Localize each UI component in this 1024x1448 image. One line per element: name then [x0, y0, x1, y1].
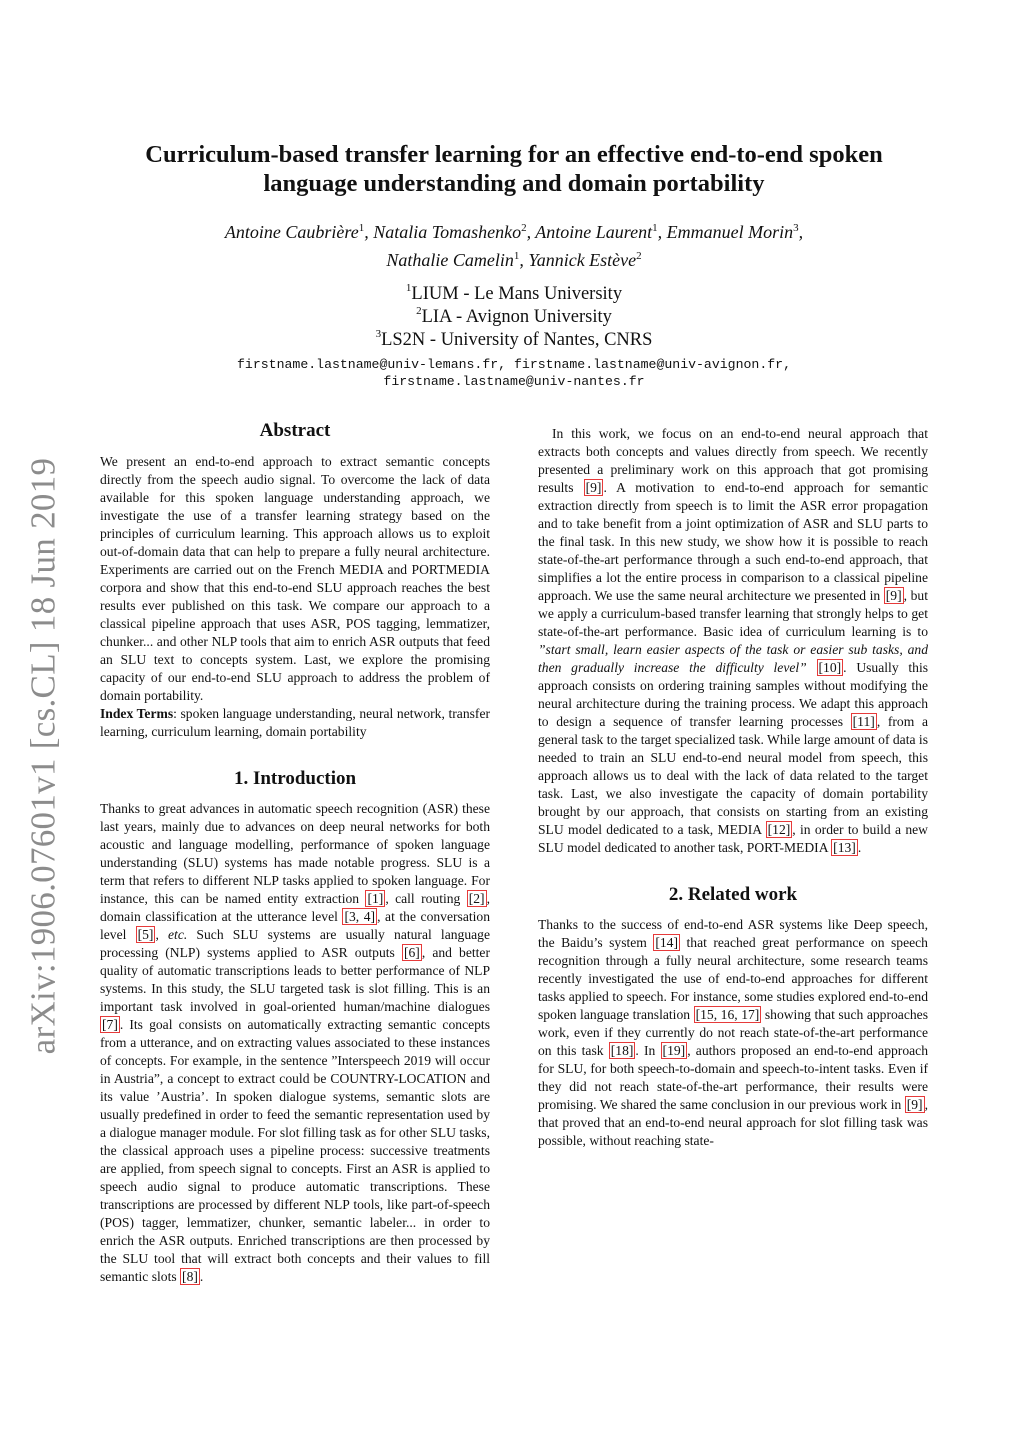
- text-run: . A motivation to end-to-end approach for semantic extraction directly from speech is to limit the ASR error propagation and to take benefit from a joint optimization of ASR and SLU parts to the final task. In this new study, we show how it is possible to reach state-of-the-art performance through a such end-to-end approach, that simplifies a lot the entire process in comparison to a classical pipeline approach. We use the same neural architecture we presented in: [538, 480, 929, 603]
- text-run: , at the conversation level: [100, 909, 491, 942]
- introduction-heading: 1. Introduction: [233, 768, 357, 789]
- citation-link[interactable]: [18]: [610, 1043, 634, 1058]
- citation-link[interactable]: [9]: [906, 1097, 923, 1112]
- text-run: , authors proposed an end-to-end approach for SLU, for both speech-to-domain and speech-to-intent tasks. Even if they did not reach state-of-the-art performance, their results were promising. We shared the same conclusion in our previous work in: [538, 1043, 928, 1112]
- author-affiliation-mark: 3: [793, 222, 799, 234]
- author-name: Antoine Caubrière: [224, 222, 359, 242]
- author-name: Natalia Tomashenko: [373, 222, 522, 242]
- citation-link[interactable]: [12]: [767, 822, 791, 837]
- text-run: Thanks to the success of end-to-end ASR systems like Deep speech, the Baidu’s system: [538, 917, 928, 950]
- affiliation: [100, 283, 928, 306]
- citation-link[interactable]: [9]: [885, 588, 902, 603]
- affiliation: [100, 306, 928, 329]
- arxiv-id: arXiv:1906.07601v1 [cs.CL] 18 Jun 2019: [23, 457, 62, 1055]
- citation-link[interactable]: [1]: [367, 891, 384, 906]
- author-name: Yannick Estève: [528, 250, 637, 270]
- affiliation: [100, 329, 928, 352]
- text-run: ,: [155, 927, 169, 942]
- affiliation-number: 3: [375, 328, 382, 340]
- affiliation-text: LIUM - Le Mans University: [411, 284, 623, 304]
- citation-link[interactable]: [10]: [818, 660, 842, 675]
- abstract-body: We present an end-to-end approach to extract semantic concepts directly from the speech audio signal. To overcome the lack of data available for this spoken language understanding approach, we investigate the use of a transfer learning strategy based on the principles of curriculum learning. This approach allows us to exploit out-of-domain data that can help to prepare a fully neural architecture. Experiments are carried out on the French MEDIA and PORTMEDIA corpora and show that this end-to-end SLU approach reaches the best results ever published on this task. We compare our approach to a classical pipeline approach that uses ASR, POS tagging, lemmatizer, chunker... and other NLP tools that aim to enrich ASR outputs that feed an SLU text to concepts system. Last, we explore the promising capacity of our end-to-end SLU approach to address the problem of domain portability.: [100, 454, 490, 703]
- author-affiliation-mark: 2: [521, 222, 527, 234]
- citation-link[interactable]: [11]: [852, 714, 875, 729]
- index-terms-text: : spoken language understanding, neural network, transfer learning, curriculum learning, domain portability: [100, 706, 491, 739]
- affiliation-text: LIA - Avignon University: [421, 307, 612, 327]
- author-name: Emmanuel Morin: [666, 222, 794, 242]
- index-terms-label: Index Terms: [100, 706, 174, 721]
- curriculum-quote: ”start small, learn easier aspects of the task or easier sub tasks, and then gradually increase the difficulty level”: [538, 642, 928, 675]
- text-run: , in order to build a new SLU model dedicated to another task, PORT-MEDIA: [538, 822, 928, 855]
- author-list: [100, 216, 928, 272]
- etc-text: etc.: [168, 927, 188, 942]
- affiliation-list: [100, 283, 928, 352]
- text-run: that reached great performance on speech recognition through a fully neural architecture, some research teams recently investigated the use of end-to-end approaches for different tasks applied to speech. For instance, some studies explored end-to-end spoken language translation: [538, 935, 928, 1022]
- related-work-heading: 2. Related work: [668, 884, 798, 905]
- text-run: , from a general task to the target specialized task. While large amount of data is needed to train an SLU end-to-end neural model from speech, this approach allows us to deal with the lack of data related to the target task. Last, we also investigate the capacity of domain portability brought by our approach, that consists on starting from an existing SLU model dedicated to a task, MEDIA: [538, 714, 928, 837]
- citation-link[interactable]: [8]: [182, 1269, 198, 1284]
- intro-paragraph-1: [100, 800, 490, 1286]
- citation-link[interactable]: [2]: [468, 891, 485, 906]
- text-run: , domain classification at the utterance level: [100, 891, 490, 924]
- citation-link[interactable]: [15, 16, 17]: [695, 1007, 760, 1022]
- email-line-2: firstname.lastname@univ-nantes.fr: [383, 374, 645, 389]
- author-name: Antoine Laurent: [535, 222, 653, 242]
- email-list: [100, 356, 928, 390]
- text-run: .: [199, 1269, 204, 1284]
- author-line-1: Antoine Caubrière$^1$, Natalia Tomashenko$^2$, Antoine Laurent$^1$, Emmanuel Morin$^3$,: [224, 222, 804, 242]
- text-run: , call routing: [385, 891, 467, 906]
- author-affiliation-mark: 1: [652, 222, 658, 234]
- affiliation-number: 1: [405, 282, 412, 294]
- right-column: [538, 425, 928, 1150]
- arxiv-watermark: [14, 458, 72, 1054]
- text-run: .: [857, 840, 862, 855]
- citation-link[interactable]: [14]: [655, 935, 679, 950]
- text-run: . Usually this approach consists on ordering training samples without modifying the neural architecture during the training process. We adapt this approach to design a sequence of transfer learning processes: [538, 660, 929, 729]
- author-affiliation-mark: 2: [636, 250, 642, 262]
- intro-paragraph-2: [538, 425, 928, 857]
- text-run: , but we apply a curriculum-based transfer learning that strongly helps to get state-of-the-art performance. Basic idea of curriculum learning is to: [538, 588, 928, 639]
- text-run: , and better quality of automatic transcriptions leads to better performance of NLP systems. In this study, the SLU targeted task is slot filling. This is an important task involved in goal-oriented human/machine dialogues: [100, 945, 490, 1014]
- citation-link[interactable]: [3, 4]: [344, 909, 376, 924]
- text-run: . Its goal consists on automatically extracting semantic concepts from a utterance, and on extracting values associated to these instances of concepts. For example, in the sentence ”Interspeech 2019 will occur in Austria”, a concept to extract could be COUNTRY-LOCATION and its value ’Austria’. In spoken dialogue systems, semantic slots are usually predefined in order to feed the semantic representation used by a dialogue manager module. For slot filling task as for other SLU tasks, the classical approach uses a pipeline process: successive treatments are applied, from speech signal to concepts. First an ASR is applied to speech audio signal to produce automatic transcriptions. These transcriptions are processed by different NLP tools, like part-of-speech (POS) tagger, lemmatizer, chunker, semantic labeler... in order to enrich the ASR outputs. Enriched transcriptions are then processed by the SLU tool that will extract both concepts and their values to fill semantic slots: [100, 1017, 490, 1284]
- citation-link[interactable]: [7]: [102, 1017, 118, 1032]
- citation-link[interactable]: [9]: [585, 480, 602, 495]
- affiliation-text: LS2N - University of Nantes, CNRS: [381, 330, 653, 350]
- affiliation-number: 2: [416, 305, 422, 317]
- email-line-1: firstname.lastname@univ-lemans.fr, firstname.lastname@univ-avignon.fr,: [237, 357, 791, 372]
- text-run: In this work, we focus on an end-to-end neural approach that extracts both concepts and values directly from speech. We recently presented a preliminary work on this approach that got promising results: [538, 426, 928, 495]
- author-affiliation-mark: 1: [358, 222, 365, 234]
- citation-link[interactable]: [5]: [137, 927, 154, 942]
- left-column: [100, 419, 490, 1286]
- text-run: showing that such approaches work, even if they currently do not reach state-of-the-art performance on this task: [538, 1007, 928, 1058]
- abstract-heading: Abstract: [259, 420, 331, 441]
- citation-link[interactable]: [19]: [662, 1043, 686, 1058]
- related-paragraph-1: [538, 916, 928, 1150]
- index-terms: [100, 705, 490, 741]
- author-line-2: Nathalie Camelin$^1$, Yannick Estève$^2$: [386, 250, 642, 270]
- text-run: [807, 660, 817, 675]
- paper-title: [100, 140, 928, 198]
- text-run: Such SLU systems are usually natural language processing (NLP) systems applied to ASR outputs: [100, 927, 490, 960]
- citation-link[interactable]: [13]: [833, 840, 856, 855]
- citation-link[interactable]: [6]: [403, 945, 420, 960]
- author-name: Nathalie Camelin: [386, 250, 514, 270]
- author-affiliation-mark: 1: [513, 250, 520, 262]
- text-run: , that proved that an end-to-end neural approach for slot filling task was possible, without reaching state-: [538, 1097, 928, 1148]
- text-run: . In: [635, 1043, 661, 1058]
- text-run: Thanks to great advances in automatic speech recognition (ASR) these last years, mainly due to advances on deep neural networks for both acoustic and language modelling, performance of spoken language understanding (SLU) systems has made notable progress. SLU is a term that refers to different NLP tasks applied to spoken language. For instance, this can be named entity extraction: [100, 801, 490, 906]
- title-line-1: Curriculum-based transfer learning for an effective end-to-end spoken: [145, 141, 883, 168]
- title-line-2: language understanding and domain portability: [263, 170, 765, 197]
